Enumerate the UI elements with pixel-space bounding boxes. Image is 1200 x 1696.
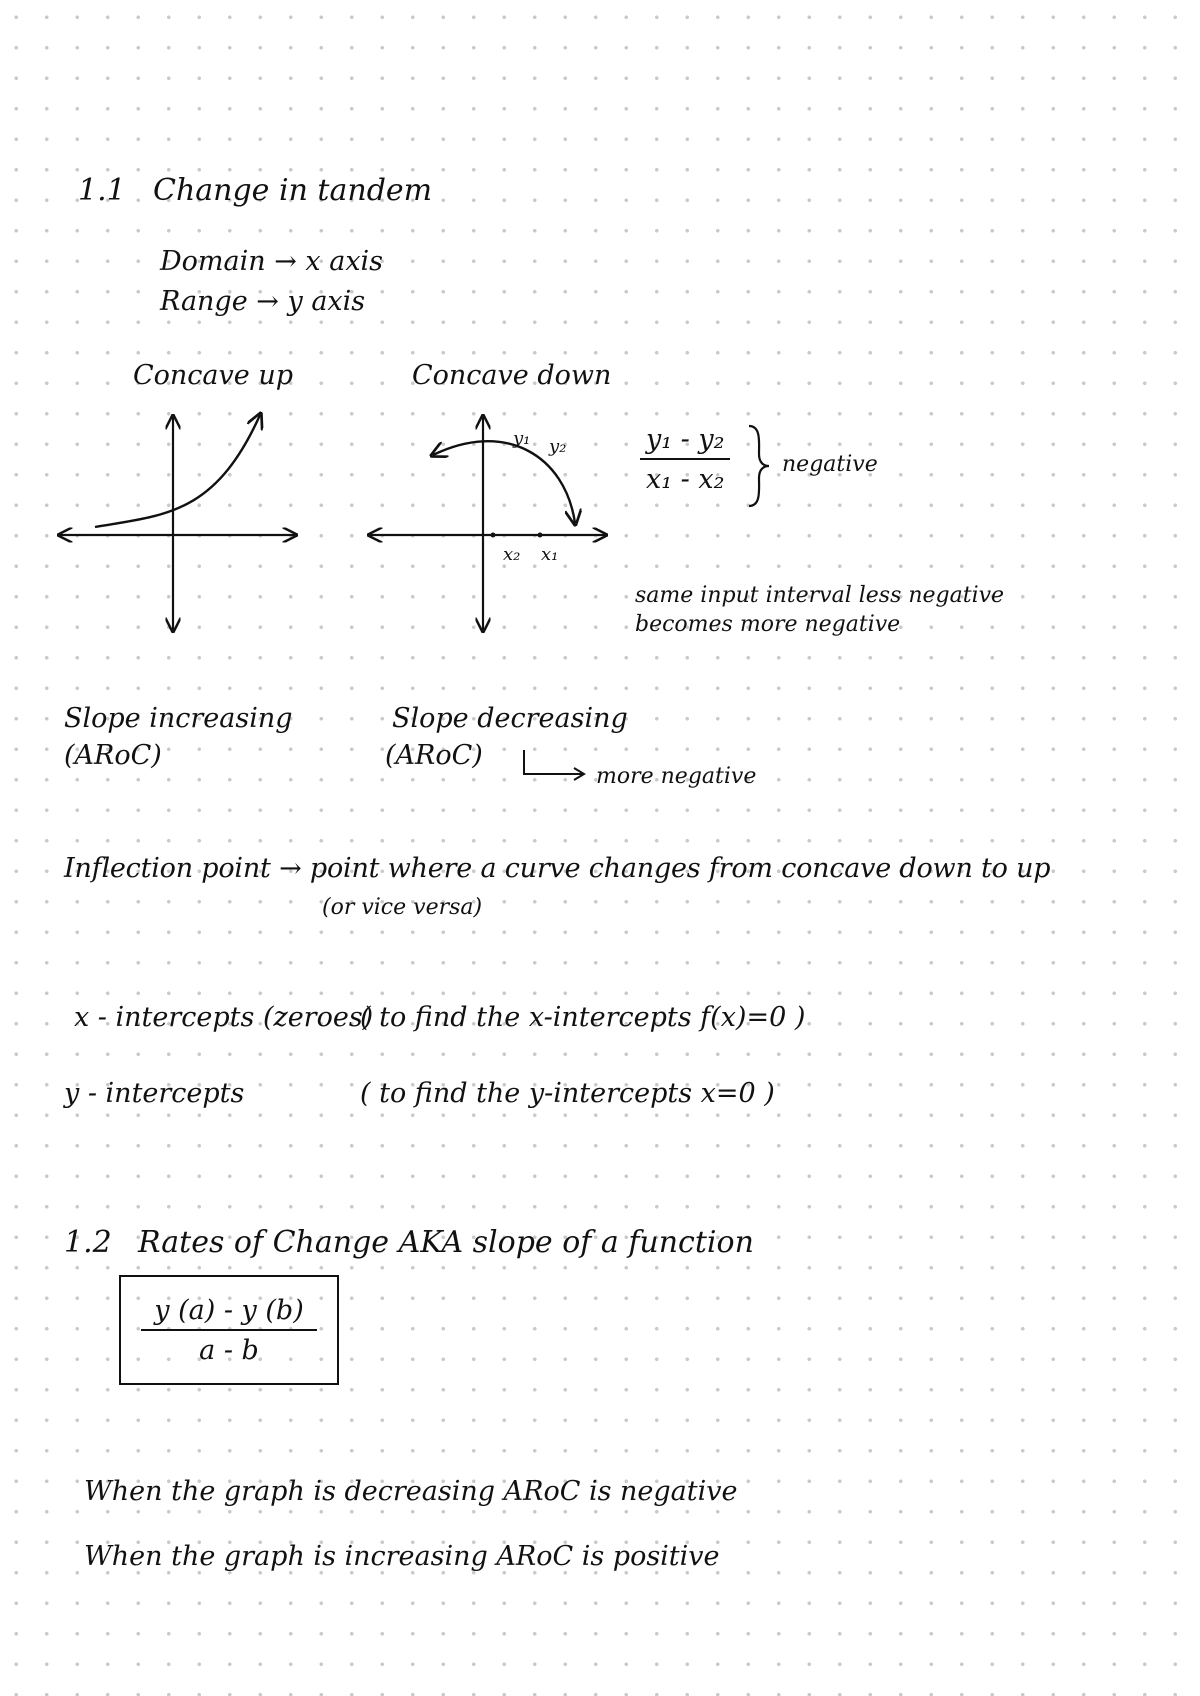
point-x-label-b: x₂ bbox=[503, 544, 521, 565]
curly-brace bbox=[745, 422, 775, 510]
slope-numerator: y₁ - y₂ bbox=[640, 424, 730, 460]
x-intercepts-label: x - intercepts (zeroes) bbox=[74, 1002, 374, 1033]
section-1-title: Change in tandem bbox=[153, 173, 433, 208]
y-intercepts-rule: ( to find the y-intercepts x=0 ) bbox=[360, 1078, 775, 1109]
aroc-formula bbox=[141, 1295, 317, 1366]
slope-increasing-label: Slope increasing bbox=[64, 703, 293, 734]
interval-note-line-1: same input interval less negative bbox=[635, 583, 1005, 608]
slope-denominator: x₁ - x₂ bbox=[646, 464, 725, 495]
corner-arrow bbox=[522, 748, 592, 788]
point-y-label-a: y₁ bbox=[513, 428, 531, 449]
section-2-number: 1.2 bbox=[64, 1225, 112, 1260]
slope-decreasing-label: Slope decreasing bbox=[392, 703, 628, 734]
concave-up-graph bbox=[55, 405, 305, 645]
interval-note-line-2: becomes more negative bbox=[635, 612, 901, 637]
aroc-label-up: (ARoC) bbox=[64, 740, 162, 771]
section-1-number: 1.1 bbox=[78, 173, 126, 208]
more-negative-label: more negative bbox=[596, 764, 757, 789]
domain-line: Domain → x axis bbox=[160, 246, 384, 277]
range-line: Range → y axis bbox=[160, 286, 366, 317]
negative-label: negative bbox=[782, 452, 878, 477]
formula-numerator: y (a) - y (b) bbox=[141, 1295, 317, 1331]
concave-down-graph bbox=[365, 405, 615, 645]
point-y-label-b: y₂ bbox=[549, 436, 567, 457]
point-x-label-a: x₁ bbox=[541, 544, 559, 565]
aroc-increasing-note: When the graph is increasing ARoC is positive bbox=[84, 1541, 720, 1572]
slope-fraction bbox=[640, 424, 730, 495]
aroc-decreasing-note: When the graph is decreasing ARoC is negative bbox=[84, 1476, 738, 1507]
aroc-label-down: (ARoC) bbox=[385, 740, 483, 771]
inflection-sub: (or vice versa) bbox=[322, 895, 483, 920]
concave-down-label: Concave down bbox=[412, 360, 612, 391]
y-intercepts-label: y - intercepts bbox=[64, 1078, 245, 1109]
concave-up-curve bbox=[95, 415, 260, 527]
x-intercepts-rule: ( to find the x-intercepts f(x)=0 ) bbox=[360, 1002, 806, 1033]
inflection-definition: Inflection point → point where a curve changes from concave down to up bbox=[64, 853, 1051, 884]
section-2-title: Rates of Change AKA slope of a function bbox=[138, 1225, 754, 1260]
concave-up-label: Concave up bbox=[133, 360, 294, 391]
formula-denominator: a - b bbox=[199, 1335, 259, 1366]
